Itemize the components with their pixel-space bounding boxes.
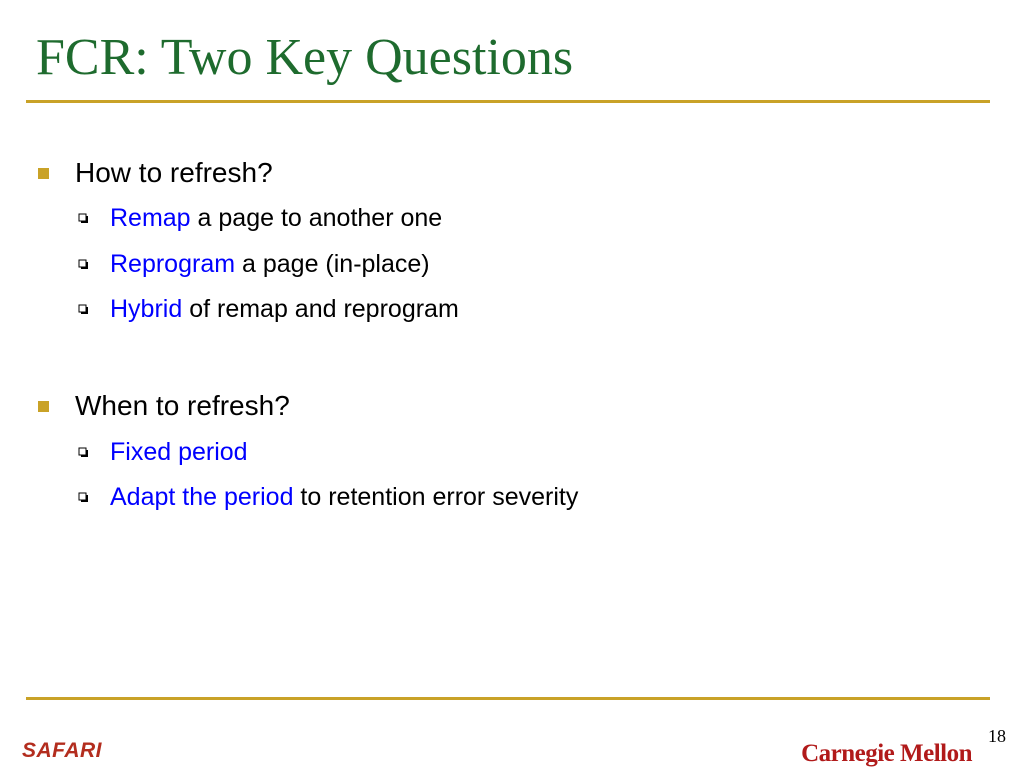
page-number: 18 — [988, 726, 1006, 746]
square-bullet-icon — [38, 401, 49, 412]
sub-bullet-rest: to retention error severity — [293, 482, 579, 511]
sub-bullet-fixed-period — [78, 436, 248, 468]
hollow-square-bullet-icon — [78, 445, 89, 459]
sub-bullet-rest: a page to another one — [190, 203, 443, 232]
highlighted-term: Adapt the period — [110, 482, 294, 511]
carnegie-mellon-logo: Carnegie Mellon — [801, 740, 972, 767]
sub-bullet-rest: a page (in-place) — [235, 249, 430, 278]
safari-logo: SAFARI — [22, 739, 103, 762]
sub-bullet-hybrid — [78, 293, 459, 325]
bullet-how-to-refresh — [38, 155, 273, 191]
bullet-when-to-refresh — [38, 388, 290, 424]
sub-bullet-text — [110, 295, 459, 324]
hollow-square-bullet-icon — [78, 490, 89, 504]
sub-bullet-text — [110, 204, 442, 233]
square-bullet-icon — [38, 168, 49, 179]
highlighted-term: Remap — [110, 203, 191, 232]
hollow-square-bullet-icon — [78, 211, 89, 225]
sub-bullet-text — [110, 250, 430, 279]
sub-bullet-rest: of remap and reprogram — [182, 294, 459, 323]
sub-bullet-text — [110, 483, 578, 512]
hollow-square-bullet-icon — [78, 302, 89, 316]
sub-bullet-adapt-period — [78, 481, 578, 513]
bullet-text: When to refresh? — [75, 390, 290, 421]
slide-title: FCR: Two Key Questions — [36, 29, 574, 86]
highlighted-term: Hybrid — [110, 294, 183, 323]
footer-divider — [26, 697, 990, 700]
hollow-square-bullet-icon — [78, 257, 89, 271]
sub-bullet-reprogram — [78, 248, 430, 280]
highlighted-term: Fixed period — [110, 437, 248, 466]
highlighted-term: Reprogram — [110, 249, 236, 278]
bullet-text: How to refresh? — [75, 157, 273, 188]
sub-bullet-remap — [78, 202, 442, 234]
sub-bullet-text — [110, 438, 248, 467]
